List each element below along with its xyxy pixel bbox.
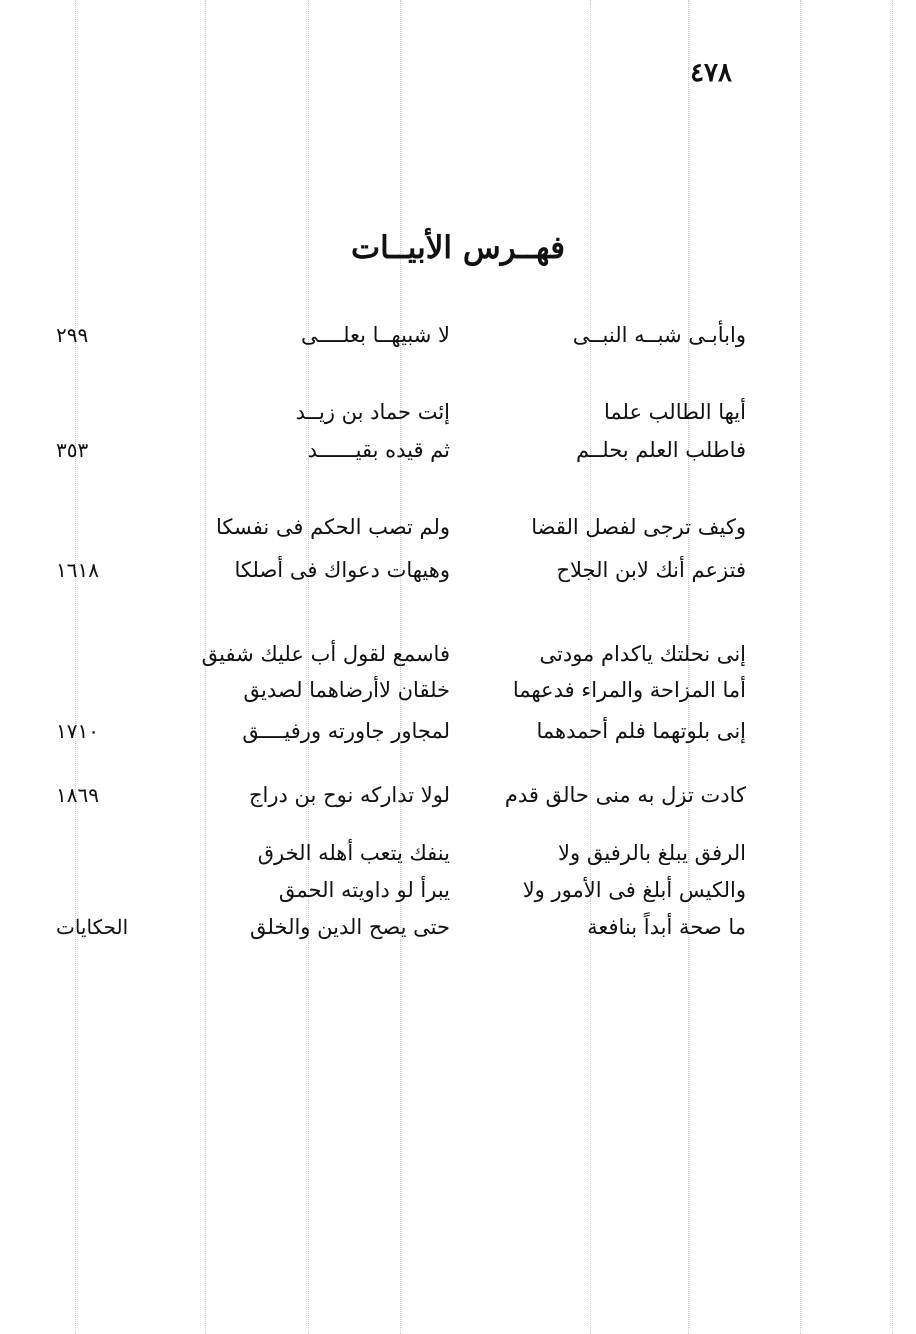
verse-second-hemistich: ولم تصب الحكم فى نفسكا (216, 515, 450, 539)
verse-row (0, 778, 916, 812)
verse-reference: ١٦١٨ (56, 558, 99, 582)
verse-second-hemistich: فاسمع لقول أب عليك شفيق (201, 642, 450, 666)
verse-row (0, 553, 916, 587)
verse-second-hemistich: لولا تداركه نوح بن دراج (249, 783, 450, 807)
verse-second-hemistich: لا شبيهــا بعلــــى (300, 323, 450, 347)
verse-reference: الحكايات (56, 915, 129, 939)
verse-reference: ١٨٦٩ (56, 783, 99, 807)
verse-row (0, 510, 916, 544)
verse-row (0, 836, 916, 870)
verse-first-hemistich: إنى نحلتك ياكدام مودتى (539, 642, 746, 666)
verse-row (0, 873, 916, 907)
verse-first-hemistich: وكيف ترجى لفصل القضا (531, 515, 746, 539)
verse-first-hemistich: إنى بلوتهما فلم أحمدهما (536, 719, 746, 743)
verse-first-hemistich: الرفق يبلغ بالرفيق ولا (558, 841, 746, 865)
verse-reference: ١٧١٠ (56, 719, 99, 743)
verse-row (0, 318, 916, 352)
page-title: فهــرس الأبيــات (350, 230, 566, 266)
verse-first-hemistich: أيها الطالب علما (603, 400, 746, 424)
verse-second-hemistich: ثم قيده بقيــــــد (307, 438, 450, 462)
verse-second-hemistich: لمجاور جاورته ورفيــــق (242, 719, 450, 743)
verse-second-hemistich: وهيهات دعواك فى أصلكا (234, 558, 450, 582)
verse-first-hemistich: أما المزاحة والمراء فدعهما (512, 678, 746, 702)
verse-first-hemistich: فتزعم أنك لابن الجلاح (556, 558, 746, 582)
verse-first-hemistich: والكيس أبلغ فى الأمور ولا (522, 878, 746, 902)
verse-row (0, 673, 916, 707)
verse-first-hemistich: كادت تزل به منى حالق قدم (504, 783, 746, 807)
verse-row (0, 714, 916, 748)
verse-reference: ٣٥٣ (56, 438, 89, 462)
verse-second-hemistich: إئت حماد بن زيــد (295, 400, 450, 424)
verse-first-hemistich: وابأبـى شبــه النبــى (572, 323, 746, 347)
verse-row (0, 637, 916, 671)
verse-row (0, 433, 916, 467)
verse-row (0, 395, 916, 429)
verse-first-hemistich: فاطلب العلم بحلــم (576, 438, 746, 462)
verse-second-hemistich: ينفك يتعب أهله الخرق (257, 841, 450, 865)
verse-second-hemistich: حتى يصح الدين والخلق (250, 915, 450, 939)
verse-reference: ٢٩٩ (56, 323, 89, 347)
verse-second-hemistich: يبرأ لو داويته الحمق (278, 878, 450, 902)
verse-first-hemistich: ما صحة أبداً بنافعة (587, 915, 746, 939)
verse-row (0, 910, 916, 944)
verse-second-hemistich: خلقان لاأرضاهما لصديق (243, 678, 450, 702)
page-number: ٤٧٨ (690, 58, 732, 88)
